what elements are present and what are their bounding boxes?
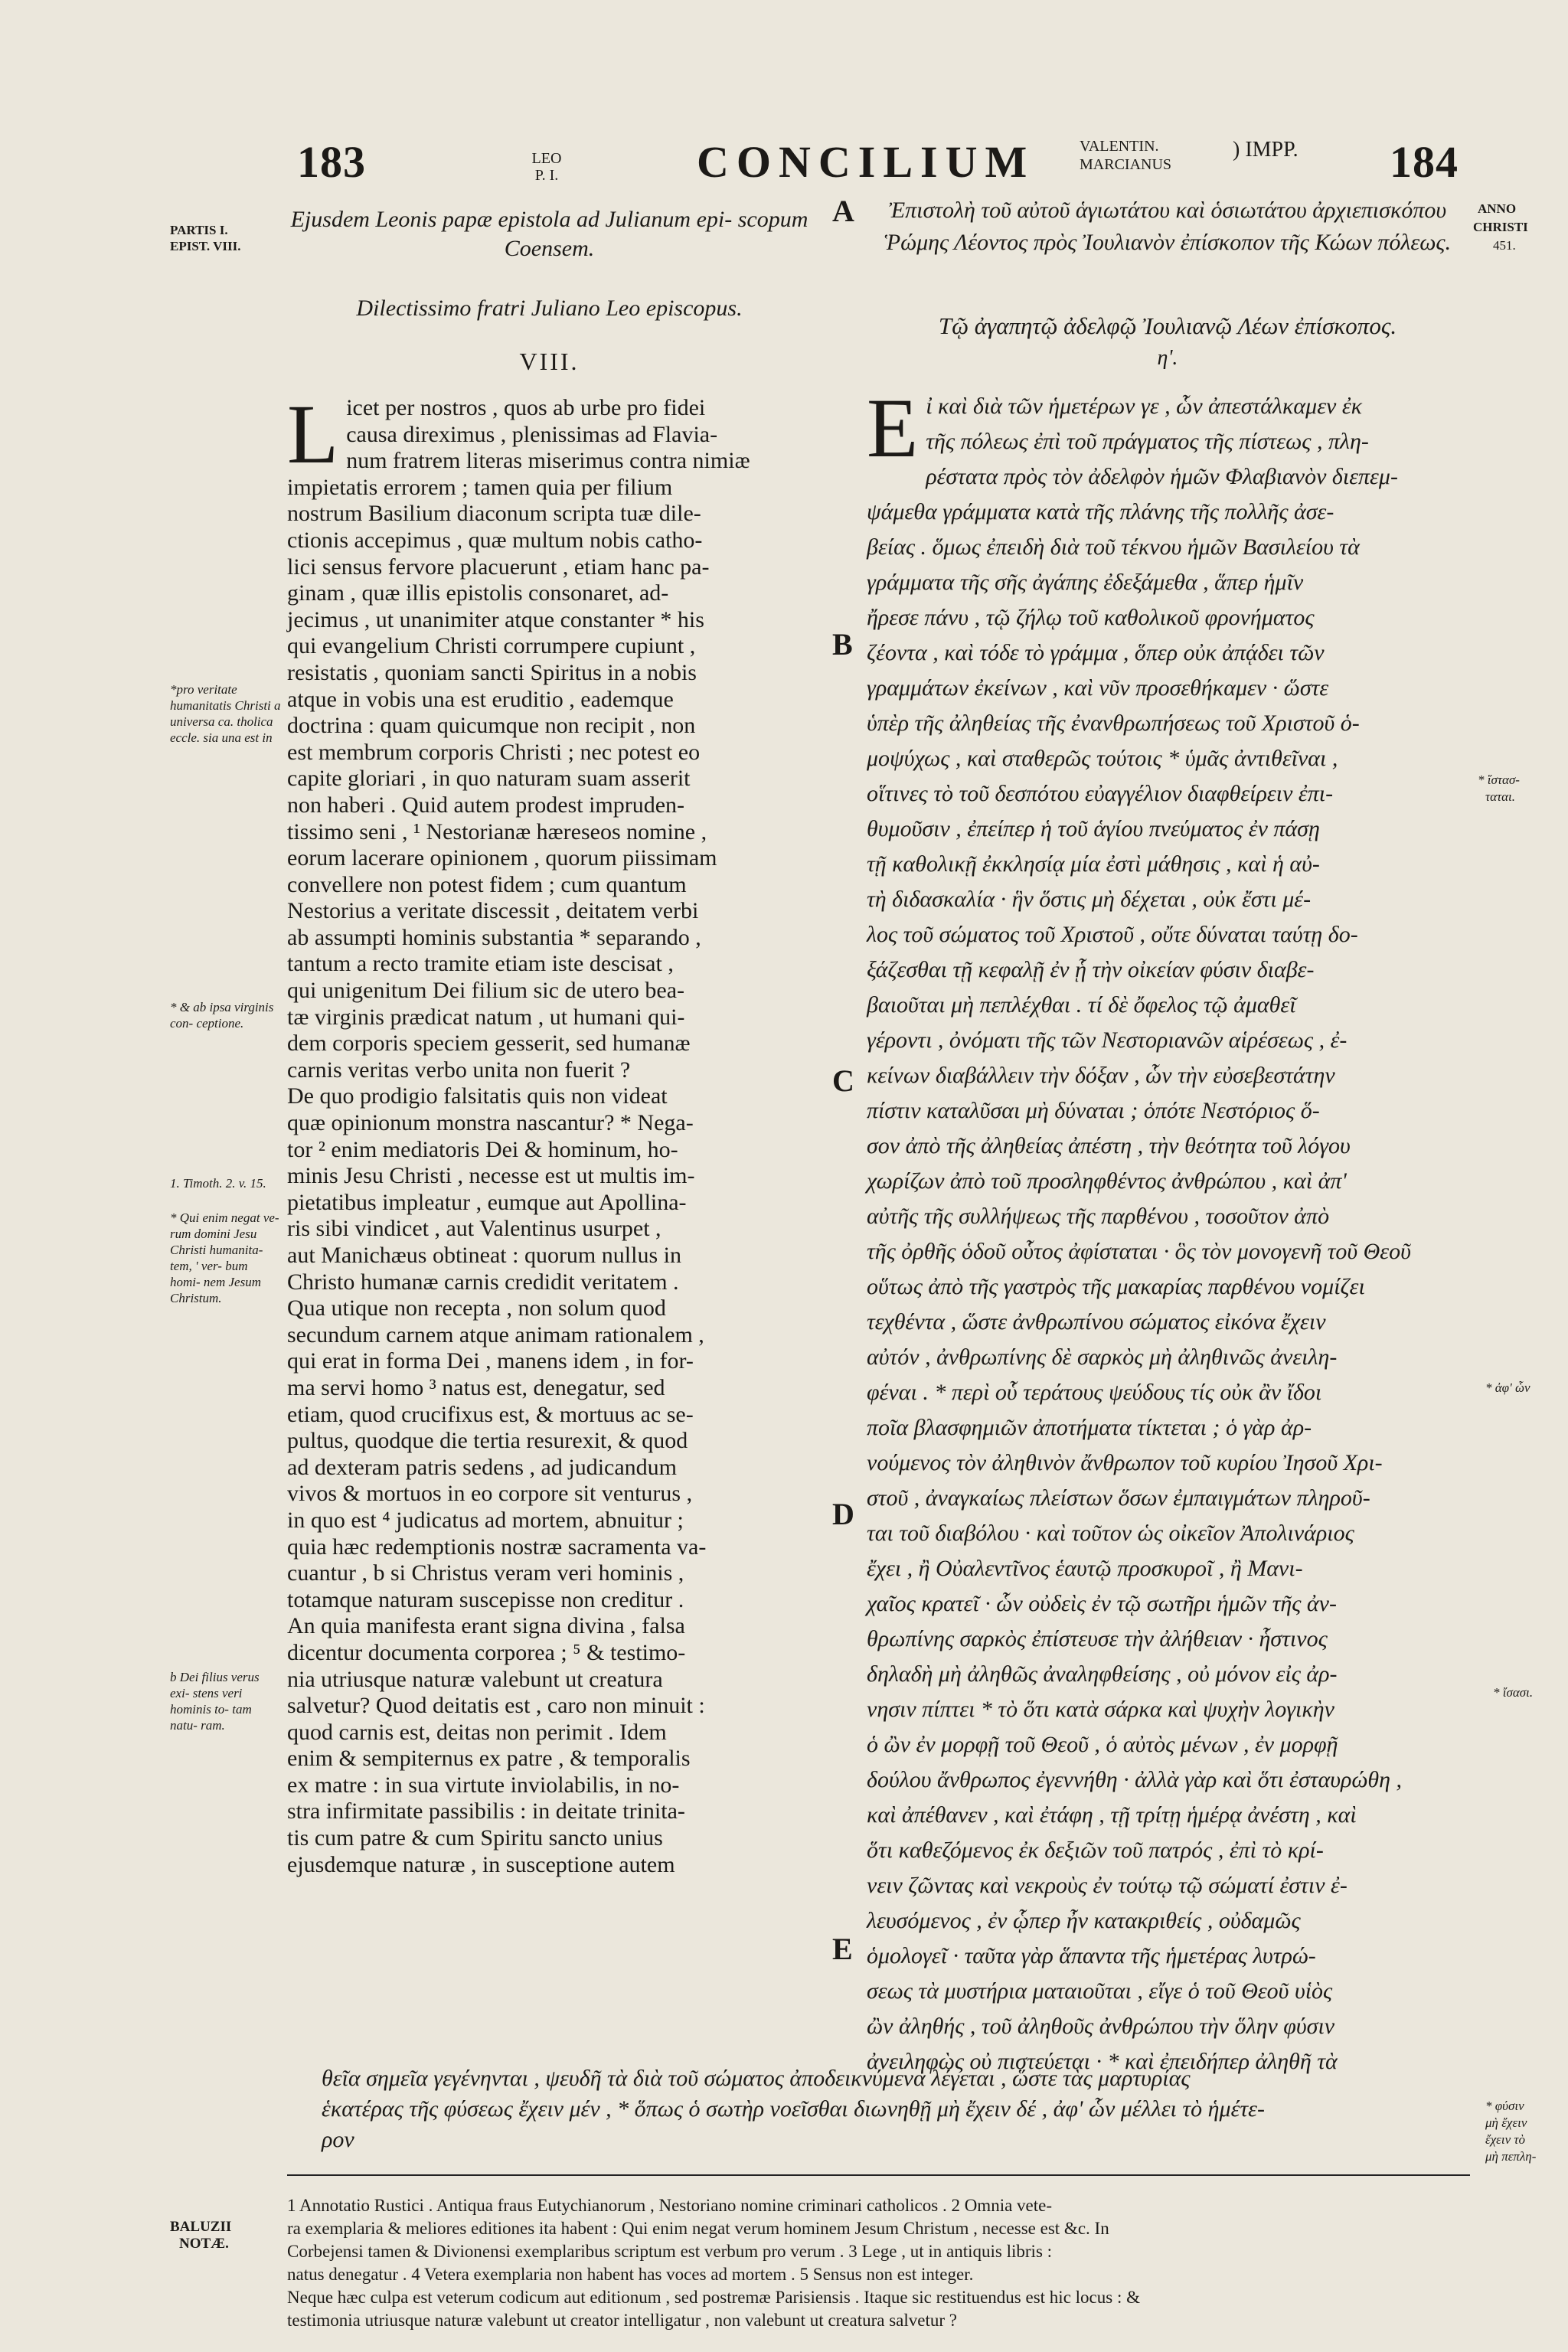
latin-line: Nestorius a veritate discessit , deitatem verbi	[287, 898, 699, 924]
latin-line: Christo humanæ carnis credidit veritatem .	[287, 1269, 679, 1295]
header-left-sub-1: LEO	[531, 150, 562, 167]
greek-line: ται τοῦ διαβόλου · καὶ τοῦτον ὡς οἰκεῖον Ἀπολινάριος	[867, 1521, 1354, 1546]
greek-line: τὴ διδασκαλία · ἣν ὅστις μὴ δέχεται , οὐκ ἔστι μέ-	[867, 887, 1312, 912]
greek-line: ἔχει , ἢ Οὐαλεντῖνος ἑαυτῷ προσκυροῖ , ἢ Μανι-	[867, 1556, 1303, 1581]
latin-line: tæ virginis prædicat natum , ut humani qui-	[287, 1004, 685, 1030]
page-title: CONCILIUM	[697, 137, 1035, 187]
greek-line: νειν ζῶντας καὶ νεκροὺς ἐν τούτῳ τῷ σώματί ἐστιν ἐ-	[867, 1873, 1348, 1898]
greek-continuation	[322, 2063, 1478, 2155]
greek-line: σον ἀπὸ τῆς ἀληθείας ἀπέστη , τὴν θεότητα τοῦ λόγου	[867, 1133, 1351, 1158]
latin-line: Qua utique non recepta , non solum quod	[287, 1295, 666, 1321]
section-letter-d: D	[832, 1497, 854, 1531]
latin-line: causa direximus , plenissimas ad Flavia-	[346, 421, 718, 447]
greek-line: δηλαδὴ μὴ ἀληθῶς ἀναληφθείσης , οὐ μόνον εἰς ἀρ-	[867, 1661, 1338, 1687]
greek-line: χωρίζων ἀπὸ τοῦ προσληφθέντος ἀνθρώπου , καὶ ἀπ'	[867, 1168, 1347, 1194]
greek-line: ὑπὲρ τῆς ἀληθείας τῆς ἐνανθρωπήσεως τοῦ Χριστοῦ ὁ-	[867, 710, 1360, 736]
latin-line: cuantur , b si Christus veram veri hominis ,	[287, 1560, 684, 1586]
greek-line: λευσόμενος , ἐν ᾧπερ ἦν κατακριθείς , οὐδαμῶς	[867, 1908, 1301, 1933]
greek-line: καὶ ἀπέθανεν , καὶ ἐτάφη , τῇ τρίτῃ ἡμέρᾳ ἀνέστη , καὶ	[867, 1802, 1357, 1828]
latin-line: atque in vobis una est eruditio , eademque	[287, 686, 674, 712]
latin-line: est membrum corporis Christi ; nec potest eo	[287, 739, 701, 765]
note-line: testimonia utriusque naturæ valebunt ut creator intelligatur , non valebunt ut creatura salvetur ?	[287, 2311, 957, 2330]
footnote-rule	[287, 2174, 1470, 2176]
greek-line: νούμενος τὸν ἀληθινὸν ἄνθρωπον τοῦ κυρίου Ἰησοῦ Χρι-	[867, 1450, 1383, 1475]
greek-line: ξάζεσθαι τῇ κεφαλῇ ἐν ᾗ τὴν οἰκείαν φύσιν διαβε-	[867, 957, 1315, 982]
latin-line: resistatis , quoniam sancti Spiritus in a nobis	[287, 659, 697, 685]
latin-line: nostrum Basilium diaconum scripta tuæ dile-	[287, 501, 701, 527]
greek-line: ὅτι καθεζόμενος ἐκ δεξιῶν τοῦ πατρός , ἐπὶ τὸ κρί-	[867, 1838, 1324, 1863]
latin-number: VIII.	[519, 348, 580, 375]
section-letter-a: A	[832, 194, 854, 228]
editor-notes	[287, 2194, 1481, 2332]
latin-line: capite gloriari , in quo naturam suam asserit	[287, 766, 691, 792]
latin-line: qui erat in forma Dei , manens idem , in for-	[287, 1348, 694, 1374]
latin-line: jecimus , ut unanimiter atque constanter * his	[287, 606, 704, 632]
greek-line: αὐτόν , ἀνθρωπίνης δὲ σαρκὸς μὴ ἀληθινῶς ἀνειλη-	[867, 1344, 1338, 1370]
greek-number: η'.	[1157, 346, 1178, 370]
latin-line: An quia manifesta erant signa divina , falsa	[287, 1613, 685, 1639]
latin-line: ejusdemque naturæ , in susceptione autem	[287, 1851, 675, 1877]
margin-note: b Dei filius verus exi- stens veri hominis to- tam natu- ram.	[170, 1670, 260, 1733]
greek-line: τεχθέντα , ὥστε ἀνθρωπίνου σώματος εἰκόνα ἔχειν	[867, 1309, 1326, 1334]
latin-line: vivos & mortuos in eo corpore sit venturus ,	[287, 1481, 693, 1507]
latin-line: ab assumpti hominis substantia * separando ,	[287, 924, 701, 950]
latin-line: icet per nostros , quos ab urbe pro fidei	[346, 395, 706, 420]
greek-line: λος τοῦ σώματος τοῦ Χριστοῦ , οὔτε δύναται ταύτῃ δο-	[867, 922, 1358, 947]
latin-line: ctionis accepimus , quæ multum nobis catho-	[287, 527, 703, 553]
greek-line: ρον	[322, 2127, 354, 2152]
latin-line: pultus, quodque die tertia resurexit, & quod	[287, 1428, 688, 1454]
latin-line: dem corporis speciem gesserit, sed humanæ	[287, 1031, 691, 1057]
greek-line: τῆς πόλεως ἐπὶ τοῦ πράγματος τῆς πίστεως , πλη-	[926, 429, 1369, 454]
margin-note: * φύσιν	[1485, 2099, 1524, 2113]
latin-line: salvetur? Quod deitatis est , caro non minuit :	[287, 1693, 705, 1719]
margin-note: μὴ πεπλη-	[1485, 2149, 1537, 2164]
latin-line: De quo prodigio falsitatis quis non videat	[287, 1083, 668, 1109]
greek-line: δούλου ἄνθρωπος ἐγεννήθη · ἀλλὰ γὰρ καὶ ὅτι ἐσταυρώθη ,	[867, 1767, 1402, 1792]
greek-line: ὁμολογεῖ · ταῦτα γὰρ ἅπαντα τῆς ἡμετέρας λυτρώ-	[867, 1943, 1316, 1968]
greek-line: τῇ καθολικῇ ἐκκλησίᾳ μία ἐστὶ μάθησις , καὶ ἡ αὐ-	[867, 851, 1320, 877]
greek-line: κείνων διαβάλλειν τὴν δόξαν , ὧν τὴν εὐσεβεστάτην	[867, 1063, 1335, 1088]
latin-line: tantum a recto tramite etiam iste descisat ,	[287, 951, 674, 977]
greek-line: ζέοντα , καὶ τόδε τὸ γράμμα , ὅπερ οὐκ ἀπᾴδει τῶν	[867, 640, 1325, 665]
margin-note: * ἴσασι.	[1493, 1685, 1534, 1700]
greek-line: φέναι . * περὶ οὗ τεράτους ψεύδους τίς οὐκ ἂν ἴδοι	[867, 1380, 1322, 1405]
margin-note: *pro veritate humanitatis Christi a universa ca. tholica eccle. sia una est in	[170, 682, 281, 745]
anno-label: CHRISTI	[1473, 220, 1528, 234]
greek-line: θρωπίνης σαρκὸς ἐπίστευσε τὴν ἀλήθειαν · ἧστινος	[867, 1626, 1328, 1651]
margin-note: * ἀφ' ὧν	[1485, 1380, 1530, 1395]
note-line: natus denegatur . 4 Vetera exemplaria non habent has voces ad mortem . 5 Sensus non est integer.	[287, 2265, 974, 2284]
latin-line: quia hæc redemptionis nostræ sacramenta va-	[287, 1534, 707, 1560]
latin-line: carnis veritas verbo unita non fuerit ?	[287, 1057, 631, 1083]
left-page-number: 183	[297, 137, 366, 187]
latin-line: minis Jesu Christi , necesse est ut multis im-	[287, 1163, 695, 1189]
section-letter-c: C	[832, 1063, 854, 1098]
note-line: Neque hæc culpa est veterum codicum aut editionum , sed postremæ Parisiensis . Itaque sic restituendus est hic locus : &	[287, 2288, 1140, 2307]
greek-line: γραμμάτων ἐκείνων , καὶ νῦν προσεθήκαμεν · ὥστε	[867, 675, 1329, 701]
section-letter-e: E	[832, 1932, 853, 1966]
header-left-sub-2: P. I.	[534, 167, 559, 184]
header-right-sub-1: VALENTIN.	[1080, 138, 1159, 155]
greek-line: οὕτως ἀπὸ τῆς γαστρὸς τῆς μακαρίας παρθένου νομίζει	[867, 1274, 1365, 1299]
margin-note: * Qui enim negat ve- rum domini Jesu Christi humanita- tem, ' ver- bum homi- nem Jesum Christum.	[170, 1210, 279, 1305]
greek-line: ἤρεσε πάνυ , τῷ ζήλῳ τοῦ καθολικοῦ φρονήματος	[867, 605, 1315, 630]
header-right-sub-3: ) IMPP.	[1233, 138, 1298, 162]
notes-label: NOTÆ.	[179, 2236, 229, 2252]
latin-line: quod carnis est, deitas non perimit . Idem	[287, 1719, 667, 1745]
greek-line: ἑκατέρας τῆς φύσεως ἔχειν μέν , * ὅπως ὁ σωτὴρ νοεῖσθαι διωνηθῇ μὴ ἔχειν δέ , ἀφ' ὧν μέλλει τὸ ἡμέτε-	[322, 2096, 1265, 2122]
latin-line: totamque naturam suscepisse non creditur .	[287, 1586, 684, 1612]
greek-line: αὐτῆς τῆς συλλήψεως τῆς παρθένου , τοσοῦτον ἀπὸ	[867, 1204, 1330, 1229]
epistle-label: EPIST. VIII.	[170, 239, 241, 253]
latin-dropcap: L	[287, 387, 339, 481]
greek-line: τῆς ὀρθῆς ὁδοῦ οὗτος ἀφίσταται · ὃς τὸν μονογενῆ τοῦ Θεοῦ	[867, 1239, 1411, 1264]
latin-line: ma servi homo ³ natus est, denegatur, sed	[287, 1374, 665, 1400]
latin-line: ad dexteram patris sedens , ad judicandum	[287, 1454, 678, 1480]
latin-line: ris sibi vindicet , aut Valentinus usurpet ,	[287, 1216, 662, 1242]
latin-line: enim & sempiternus ex patre , & temporalis	[287, 1746, 691, 1772]
latin-line: tis cum patre & cum Spiritu sancto unius	[287, 1825, 663, 1851]
latin-line: impietatis errorem ; tamen quia per filium	[287, 474, 673, 500]
greek-line: θεῖα σημεῖα γεγένηνται , ψευδῆ τὰ διὰ τοῦ σώματος ἀποδεικνύμενα λέγεται , ὥστε τὰς μαρτυρίας	[322, 2066, 1191, 2091]
note-line: 1 Annotatio Rustici . Antiqua fraus Eutychianorum , Nestoriano nomine criminari catholicos . 2 Omnia vete-	[287, 2196, 1053, 2215]
greek-line: βαιοῦται μὴ πεπλέχθαι . τί δὲ ὄφελος τῷ ἀμαθεῖ	[867, 992, 1296, 1018]
latin-line: doctrina : quam quicumque non recipit , non	[287, 713, 696, 739]
greek-title: Ἐπιστολὴ τοῦ αὐτοῦ ἁγιωτάτου καὶ ὁσιωτάτου ἀρχιεπισκόπου Ῥώμης Λέοντος πρὸς Ἰουλιανὸν ἐπίσκοπον τῆς Κώων πόλεως.	[884, 198, 1452, 255]
latin-line: tissimo seni , ¹ Nestorianæ hæreseos nomine ,	[287, 818, 707, 844]
greek-salutation: Τῷ ἀγαπητῷ ἀδελφῷ Ἰουλιανῷ Λέων ἐπίσκοπος.	[938, 312, 1397, 339]
greek-line: μοψύχως , καὶ σταθερῶς τούτοις * ὑμᾶς ἀντιθεῖναι ,	[867, 746, 1338, 771]
note-line: Corbejensi tamen & Divionensi exemplaribus scriptum est verbum pro verum . 3 Lege , ut in antiquis libris :	[287, 2242, 1053, 2261]
latin-line: dicentur documenta corporea ; ⁵ & testimo-	[287, 1639, 686, 1665]
margin-note: 1. Timoth. 2. v. 15.	[170, 1176, 266, 1191]
section-letter-b: B	[832, 627, 853, 662]
greek-line: ὁ ὢν ἐν μορφῇ τοῦ Θεοῦ , ὁ αὐτὸς μένων , ἐν μορφῇ	[867, 1732, 1338, 1757]
latin-line: ginam , quæ illis epistolis consonaret, ad-	[287, 580, 669, 606]
latin-line: qui evangelium Christi corrumpere cupiunt ,	[287, 633, 696, 659]
greek-line: ὢν ἀληθής , τοῦ ἀληθοῦς ἀνθρώπου τὴν ὅλην φύσιν	[867, 2014, 1335, 2039]
greek-line: οἵτινες τὸ τοῦ δεσπότου εὐαγγέλιον διαφθείρειν ἐπι-	[867, 781, 1334, 806]
note-line: ra exemplaria & meliores editiones ita habent : Qui enim negat verum hominem Jesum Christum , necesse est &c. In	[287, 2219, 1109, 2238]
greek-line: βείας . ὅμως ἐπειδὴ διὰ τοῦ τέκνου ἡμῶν Βασιλείου τὰ	[867, 534, 1360, 560]
greek-line: πίστιν καταλῦσαι μὴ δύναται ; ὁπότε Νεστόριος ὅ-	[867, 1098, 1320, 1123]
latin-salutation: Dilectissimo fratri Juliano Leo episcopus.	[356, 296, 743, 321]
latin-line: non haberi . Quid autem prodest impruden-	[287, 792, 685, 818]
latin-line: in quo est ⁴ judicatus ad mortem, abnuitur ;	[287, 1507, 684, 1533]
latin-line: num fratrem literas miserimus contra nimiæ	[346, 448, 750, 474]
latin-line: tor ² enim mediatoris Dei & hominum, ho-	[287, 1136, 678, 1162]
margin-note: * ἵστασ-	[1478, 773, 1520, 787]
latin-title: Ejusdem Leonis papæ epistola ad Julianum epi- scopum Coensem.	[290, 207, 808, 261]
greek-line: στοῦ , ἀναγκαίως πλείστων ὅσων ἐμπαιγμάτων πληροῦ-	[867, 1485, 1370, 1511]
latin-line: stra infirmitate passibilis : in deitate trinita-	[287, 1798, 685, 1824]
latin-line: qui unigenitum Dei filium sic de utero bea-	[287, 978, 685, 1004]
greek-line: νησιν πίπτει * τὸ ὅτι κατὰ σάρκα καὶ ψυχὴν λογικὴν	[867, 1697, 1334, 1722]
latin-line: convellere non potest fidem ; cum quantum	[287, 871, 687, 897]
greek-line: ἰ καὶ διὰ τῶν ἡμετέρων γε , ὧν ἀπεστάλκαμεν ἐκ	[926, 394, 1363, 419]
latin-line: eorum lacerare opinionem , quorum piissimam	[287, 845, 717, 871]
latin-line: nia utriusque naturæ valebunt ut creatura	[287, 1666, 663, 1692]
latin-text	[287, 387, 823, 1878]
margin-note: * & ab ipsa virginis con- ceptione.	[170, 1000, 274, 1031]
greek-line: γράμματα τῆς σῆς ἀγάπης ἐδεξάμεθα , ἅπερ ἡμῖν	[867, 570, 1304, 595]
right-page-number: 184	[1390, 137, 1459, 187]
margin-note: ταται.	[1485, 789, 1515, 804]
latin-line: lici sensus fervore placuerunt , etiam hanc pa-	[287, 554, 710, 580]
greek-line: θυμοῦσιν , ἐπείπερ ἡ τοῦ ἁγίου πνεύματος ἐν πάσῃ	[867, 816, 1320, 841]
greek-line: ψάμεθα γράμματα κατὰ τῆς πλάνης τῆς πολλῆς ἀσε-	[867, 499, 1334, 524]
notes-label: BALUZII	[170, 2219, 232, 2235]
greek-line: ρέστατα πρὸς τὸν ἀδελφὸν ἡμῶν Φλαβιανὸν διεπεμ-	[926, 464, 1398, 489]
anno-year: 451.	[1493, 238, 1516, 253]
latin-line: etiam, quod crucifixus est, & mortuus ac se-	[287, 1401, 694, 1427]
anno-label: ANNO	[1478, 201, 1517, 216]
latin-line: aut Manichæus obtineat : quorum nullus in	[287, 1243, 681, 1268]
part-label: PARTIS I.	[170, 223, 228, 237]
latin-line: secundum carnem atque animam rationalem ,	[287, 1321, 704, 1348]
margin-note: μὴ ἔχειν	[1485, 2115, 1527, 2130]
greek-text	[867, 381, 1464, 2079]
latin-line: ex matre : in sua virtute inviolabilis, in no-	[287, 1772, 680, 1798]
header-right-sub-2: MARCIANUS	[1080, 156, 1172, 173]
margin-note: ἔχειν τὸ	[1485, 2132, 1525, 2147]
greek-line: σεως τὰ μυστήρια ματαιοῦται , εἴγε ὁ τοῦ Θεοῦ υἱὸς	[867, 1978, 1333, 2004]
greek-line: ἀνειληφὼς οὐ πιστεύεται · * καὶ ἐπειδήπερ ἀληθῆ τὰ	[867, 2049, 1338, 2074]
greek-line: γέροντι , ὀνόματι τῆς τῶν Νεστοριανῶν αἱρέσεως , ἐ-	[867, 1027, 1348, 1053]
greek-dropcap: Ε	[867, 381, 919, 475]
greek-line: χαῖος κρατεῖ · ὧν οὐδεὶς ἐν τῷ σωτῆρι ἡμῶν τῆς ἀν-	[867, 1591, 1337, 1616]
latin-line: pietatibus impleatur , eumque aut Apollina-	[287, 1189, 687, 1215]
greek-line: ποῖα βλασφημιῶν ἀποτήματα τίκτεται ; ὁ γὰρ ἀρ-	[867, 1415, 1312, 1440]
latin-line: quæ opinionum monstra nascantur? * Nega-	[287, 1110, 694, 1136]
